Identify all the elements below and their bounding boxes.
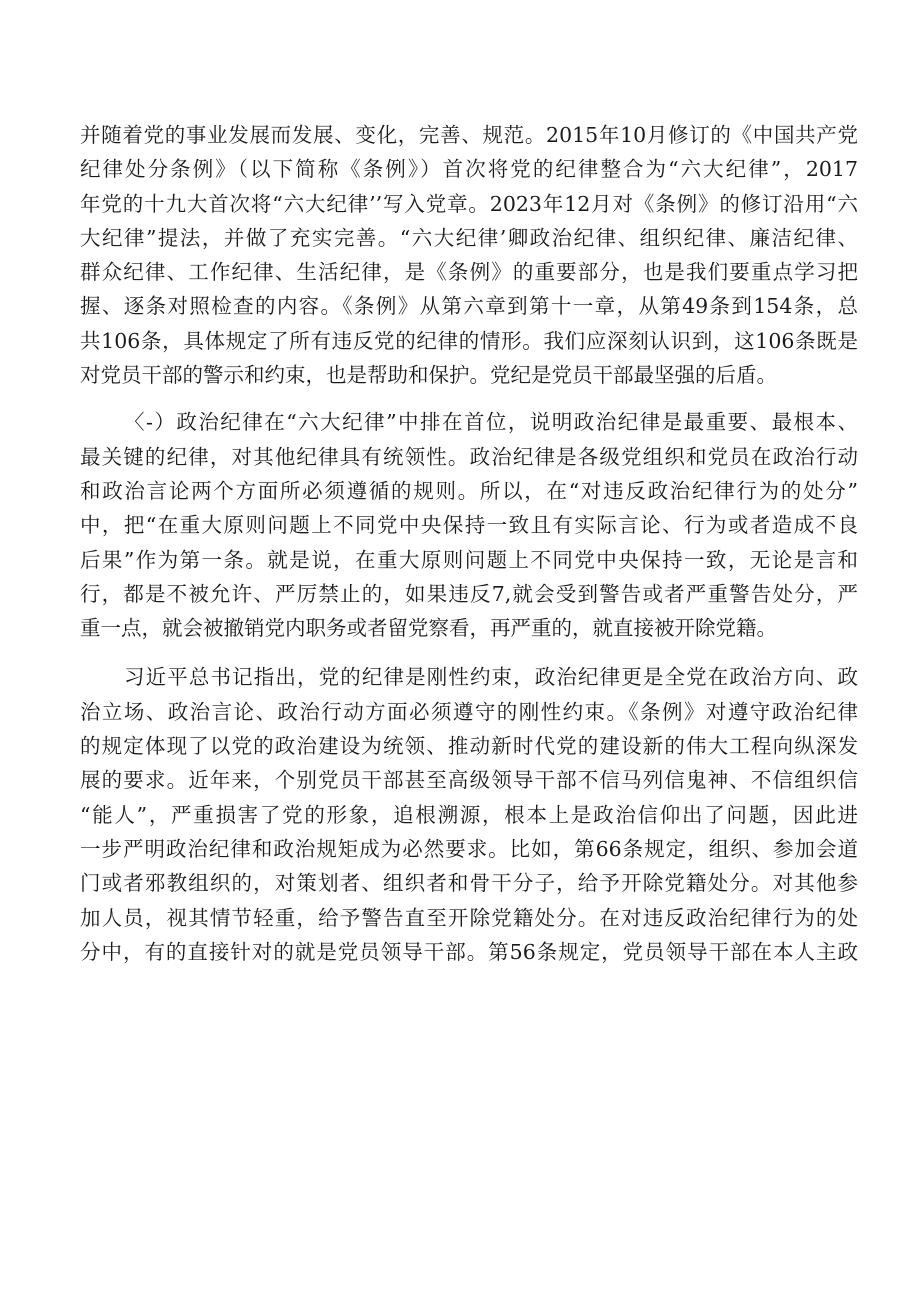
text-line: 加人员，视其情节轻重，给予警告直至开除党籍处分。在对违反政治纪律行为的处 <box>80 905 858 930</box>
text-line: 对党员干部的警示和约束，也是帮助和保护。党纪是党员干部最坚强的后盾。 <box>80 363 777 388</box>
paragraph-1 <box>80 118 858 392</box>
text-line: 一步严明政治纪律和政治规矩成为必然要求。比如，第66条规定，组织、参加会道 <box>80 836 858 861</box>
text-line: 行，都是不被允许、严厉禁止的，如果违反7,就会受到警告或者严重警告处分，严 <box>80 581 858 606</box>
text-line: 群众纪律、工作纪律、生活纪律，是《条例》的重要部分，也是我们要重点学习把 <box>80 260 858 285</box>
text-line: 年党的十九大首次将“六大纪律’’写入党章。2023年12月对《条例》的修订沿用“六 <box>80 191 858 216</box>
text-line: 大纪律”提法，并做了充实完善。“六大纪律’卿政治纪律、组织纪律、廉洁纪律、 <box>80 225 858 250</box>
text-line: 展的要求。近年来，个别党员干部甚至高级领导干部不信马列信鬼神、不信组织信 <box>80 768 858 793</box>
text-line: “能人”，严重损害了党的形象，追根溯源，根本上是政治信仰出了问题，因此进 <box>80 802 858 827</box>
text-line: 共106条，具体规定了所有违反党的纪律的情形。我们应深刻认识到，这106条既是 <box>80 328 858 353</box>
text-line: 习近平总书记指出，党的纪律是刚性约束，政治纪律更是全党在政治方向、政 <box>124 665 858 690</box>
text-line: 重一点，就会被撤销党内职务或者留党察看，再严重的，就直接被开除党籍。 <box>80 616 777 641</box>
text-line: 分中，有的直接针对的就是党员领导干部。第56条规定，党员领导干部在本人主政 <box>80 939 858 964</box>
text-line: 门或者邪教组织的，对策划者、组织者和骨干分子，给予开除党籍处分。对其他参 <box>80 871 858 896</box>
document-body <box>80 118 858 969</box>
text-line: 后果”作为第一条。就是说，在重大原则问题上不同党中央保持一致，无论是言和 <box>80 547 858 572</box>
text-line: 和政治言论两个方面所必须遵循的规则。所以，在“对违反政治纪律行为的处分” <box>80 478 858 503</box>
text-line: 中，把“在重大原则问题上不同党中央保持一致且有实际言论、行为或者造成不良 <box>80 513 858 538</box>
text-line: 并随着党的事业发展而发展、变化，完善、规范。2015年10月修订的《中国共产党 <box>80 123 858 147</box>
text-line: 的规定体现了以党的政治建设为统领、推动新时代党的建设新的伟大工程向纵深发 <box>80 734 858 759</box>
paragraph-3 <box>80 660 858 969</box>
paragraph-2 <box>80 405 858 645</box>
text-line: 治立场、政治言论、政治行动方面必须遵守的刚性约束。《条例》对遵守政治纪律 <box>80 699 858 724</box>
text-line: 纪律处分条例》（以下简称《条例》）首次将党的纪律整合为“六大纪律”，2017 <box>80 157 858 182</box>
text-line: 握、逐条对照检查的内容。《条例》从第六章到第十一章，从第49条到154条，总 <box>80 294 858 319</box>
text-line: 〈-）政治纪律在“六大纪律”中排在首位，说明政治纪律是最重要、最根本、 <box>124 410 858 435</box>
text-line: 最关键的纪律，对其他纪律具有统领性。政治纪律是各级党组织和党员在政治行动 <box>80 444 858 469</box>
